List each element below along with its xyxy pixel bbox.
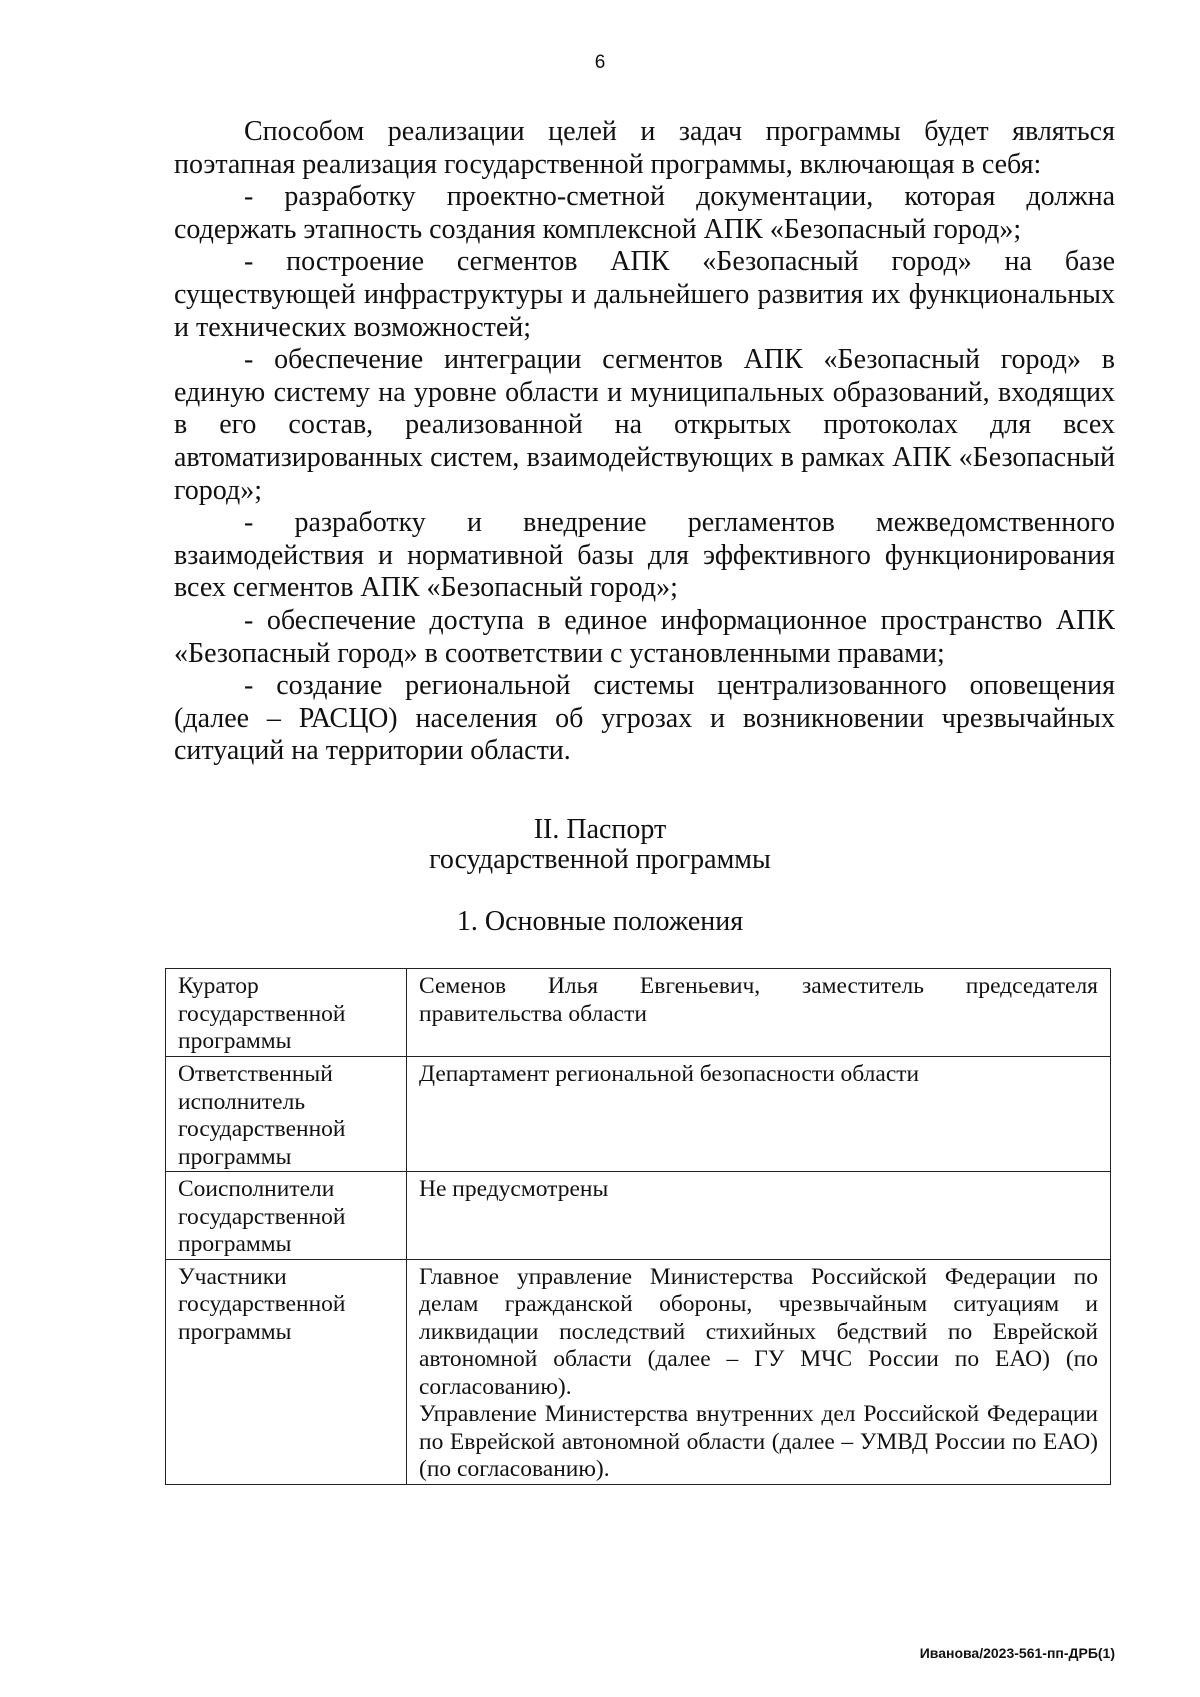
paragraph-item-segments: - построение сегментов АПК «Безопасный город» на базе существующей инфраструктуры и дальнейшего развития их функциональных и технических возможностей; <box>174 246 1115 343</box>
row-label: Куратор государственной программы <box>166 969 407 1057</box>
document-code: Иванова/2023-561-пп-ДРБ(1) <box>919 1645 1115 1661</box>
row-value: Семенов Илья Евгеньевич, заместитель председателя правительства области <box>407 969 1111 1057</box>
passport-table <box>165 968 1111 1485</box>
paragraph-item-access: - обеспечение доступа в единое информационное пространство АПК «Безопасный город» в соответствии с установленными правами; <box>174 604 1115 669</box>
row-value-part-2: Управление Министерства внутренних дел Российской Федерации по Еврейской автономной области (далее – УМВД России по ЕАО) (по согласованию). <box>419 1401 1098 1482</box>
row-label: Участники государственной программы <box>166 1259 407 1484</box>
row-value: Департамент региональной безопасности области <box>407 1057 1111 1172</box>
page-number: 6 <box>594 52 606 73</box>
section-subtitle: 1. Основные положения <box>456 906 744 937</box>
body-text <box>174 116 1115 768</box>
paragraph-intro: Способом реализации целей и задач программы будет являться поэтапная реализация государственной программы, включающая в себя: <box>174 116 1115 180</box>
paragraph-item-regulations: - разработку и внедрение регламентов межведомственного взаимодействия и нормативной базы для эффективного функционирования всех сегментов АПК «Безопасный город»; <box>174 507 1115 604</box>
row-label: Соисполнители государственной программы <box>166 1172 407 1260</box>
section-title: II. Паспорт <box>533 814 667 845</box>
section-title-line2: государственной программы <box>429 844 771 875</box>
table-row <box>166 1172 1111 1260</box>
row-value-part-1: Главное управление Министерства Российской Федерации по делам гражданской обороны, чрезвычайным ситуациям и ликвидации последствий стихийных бедствий по Еврейской автономной области (далее – ГУ МЧС России по ЕАО) (по согласованию). <box>419 1263 1098 1400</box>
table-row <box>166 1057 1111 1172</box>
table-row <box>166 969 1111 1057</box>
row-value <box>407 1259 1111 1484</box>
row-label: Ответственный исполнитель государственной программы <box>166 1057 407 1172</box>
paragraph-item-warning-system: - создание региональной системы централизованного оповещения (далее – РАСЦО) населения об угрозах и возникновении чрезвычайных ситуаций на территории области. <box>174 670 1115 767</box>
table-row <box>166 1259 1111 1484</box>
paragraph-item-integration: - обеспечение интеграции сегментов АПК «Безопасный город» в единую систему на уровне области и муниципальных образований, входящих в его состав, реализованной на открытых протоколах для всех автоматизированных систем, взаимодействующих в рамках АПК «Безопасный город»; <box>174 344 1115 506</box>
paragraph-item-design-docs: - разработку проектно-сметной документации, которая должна содержать этапность создания комплексной АПК «Безопасный город»; <box>174 181 1115 245</box>
row-value: Не предусмотрены <box>407 1172 1111 1260</box>
